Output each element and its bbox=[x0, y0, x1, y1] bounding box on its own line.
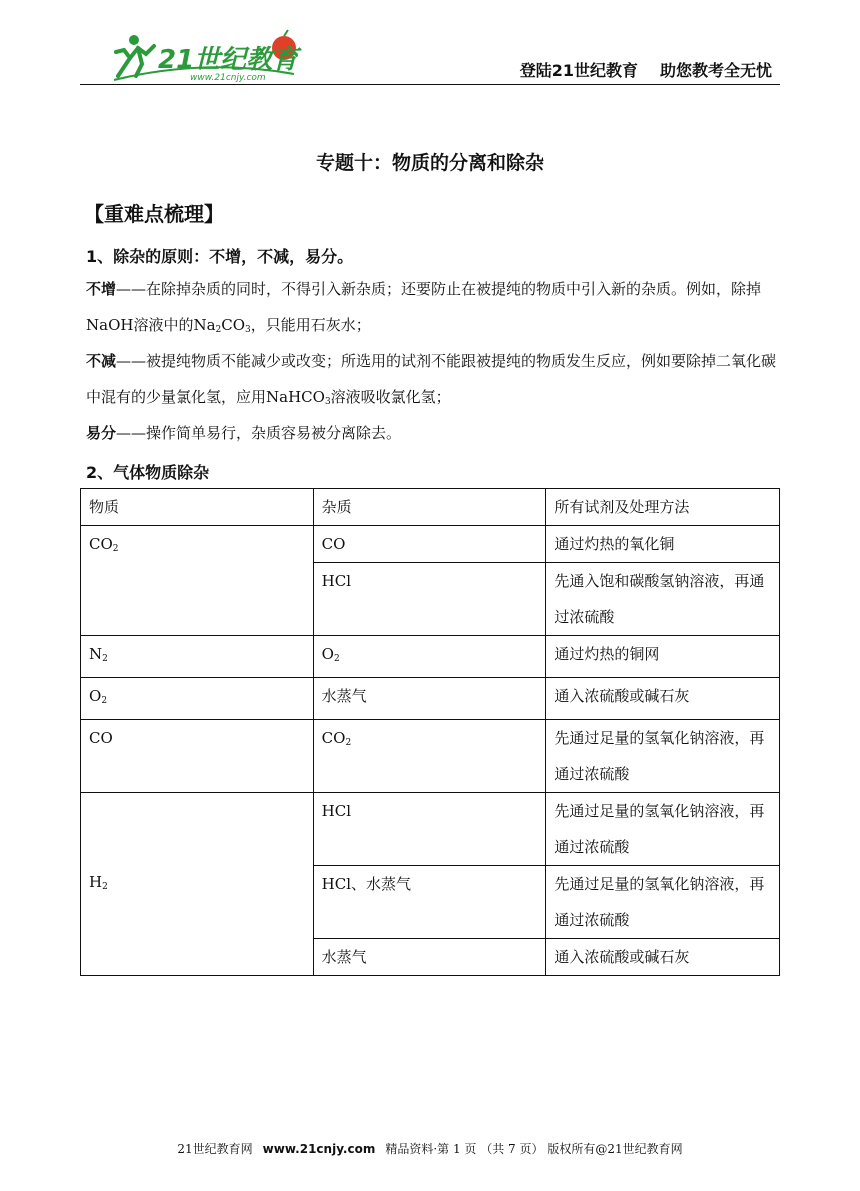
slogan-right: 助您教考全无忧 bbox=[659, 61, 772, 80]
impurity-cell: $O_2$ bbox=[313, 636, 546, 678]
impurity-cell: HCl bbox=[313, 563, 546, 636]
logo-text: 21世纪教育 bbox=[158, 45, 299, 75]
column-header: 物质 bbox=[81, 489, 314, 526]
column-header: 杂质 bbox=[313, 489, 546, 526]
paragraph-yifen: 易分——操作简单易行，杂质容易被分离除去。 bbox=[86, 424, 402, 442]
method-cell: 先通过足量的氢氧化钠溶液，再通过浓硫酸 bbox=[546, 866, 780, 939]
method-cell: 通入浓硫酸或碱石灰 bbox=[546, 939, 780, 976]
table-row bbox=[81, 526, 780, 563]
site-logo bbox=[94, 28, 374, 84]
table-header-row bbox=[81, 489, 780, 526]
page-footer bbox=[0, 1140, 860, 1157]
page-header bbox=[80, 28, 780, 84]
method-cell: 先通过足量的氢氧化钠溶液，再通过浓硫酸 bbox=[546, 793, 780, 866]
footer-site-link[interactable]: www.21cnjy.com bbox=[262, 1142, 376, 1156]
term-bujian: 不减 bbox=[86, 352, 117, 370]
heading-principles: 1、除杂的原则：不增，不减，易分。 bbox=[86, 247, 354, 266]
method-cell: 先通过足量的氢氧化钠溶液，再通过浓硫酸 bbox=[546, 720, 780, 793]
term-buzeng: 不增 bbox=[86, 280, 117, 298]
column-header: 所有试剂及处理方法 bbox=[546, 489, 780, 526]
document-title: 专题十：物质的分离和除杂 bbox=[315, 152, 544, 174]
section-heading: 【重难点梳理】 bbox=[84, 202, 224, 226]
gas-purification-table bbox=[80, 488, 780, 976]
method-cell: 通入浓硫酸或碱石灰 bbox=[546, 678, 780, 720]
method-cell: 先通入饱和碳酸氢钠溶液，再通过浓硫酸 bbox=[546, 563, 780, 636]
substance-cell: $CO_2$ bbox=[81, 526, 314, 636]
paragraph-buzeng: 不增——在除掉杂质的同时，不得引入新杂质；还要防止在被提纯的物质中引入新的杂质。例如，除掉NaOH溶液中的$Na_2CO_3$，只能用石灰水； bbox=[86, 280, 762, 335]
substance-cell: CO bbox=[81, 720, 314, 793]
impurity-cell: $CO_2$ bbox=[313, 720, 546, 793]
header-slogan bbox=[520, 58, 772, 81]
impurity-cell: CO bbox=[313, 526, 546, 563]
footer-right: 精品资料·第 1 页 （共 7 页） 版权所有@21世纪教育网 bbox=[385, 1142, 683, 1156]
impurity-cell: HCl、水蒸气 bbox=[313, 866, 546, 939]
header-divider bbox=[80, 84, 780, 85]
impurity-cell: 水蒸气 bbox=[313, 678, 546, 720]
impurity-cell: HCl bbox=[313, 793, 546, 866]
footer-left: 21世纪教育网 bbox=[177, 1142, 253, 1156]
impurity-cell: 水蒸气 bbox=[313, 939, 546, 976]
logo-url: www.21cnjy.com bbox=[190, 73, 266, 83]
substance-cell: $H_2$ bbox=[81, 793, 314, 976]
paragraph-bujian: 不减——被提纯物质不能减少或改变；所选用的试剂不能跟被提纯的物质发生反应，例如要除掉二氧化碳中混有的少量氯化氢，应用NaHCO$_3$溶液吸收氯化氢； bbox=[86, 352, 777, 407]
method-cell: 通过灼热的氧化铜 bbox=[546, 526, 780, 563]
runner-figure bbox=[116, 35, 154, 76]
substance-cell: $N_2$ bbox=[81, 636, 314, 678]
substance-cell: $O_2$ bbox=[81, 678, 314, 720]
slogan-left: 登陆21世纪教育 bbox=[519, 61, 638, 80]
heading-gas-purification: 2、气体物质除杂 bbox=[86, 463, 210, 482]
table-row bbox=[81, 636, 780, 678]
method-cell: 通过灼热的铜网 bbox=[546, 636, 780, 678]
table-row bbox=[81, 793, 780, 866]
table-row bbox=[81, 720, 780, 793]
term-yifen: 易分 bbox=[86, 424, 117, 442]
table-row bbox=[81, 678, 780, 720]
